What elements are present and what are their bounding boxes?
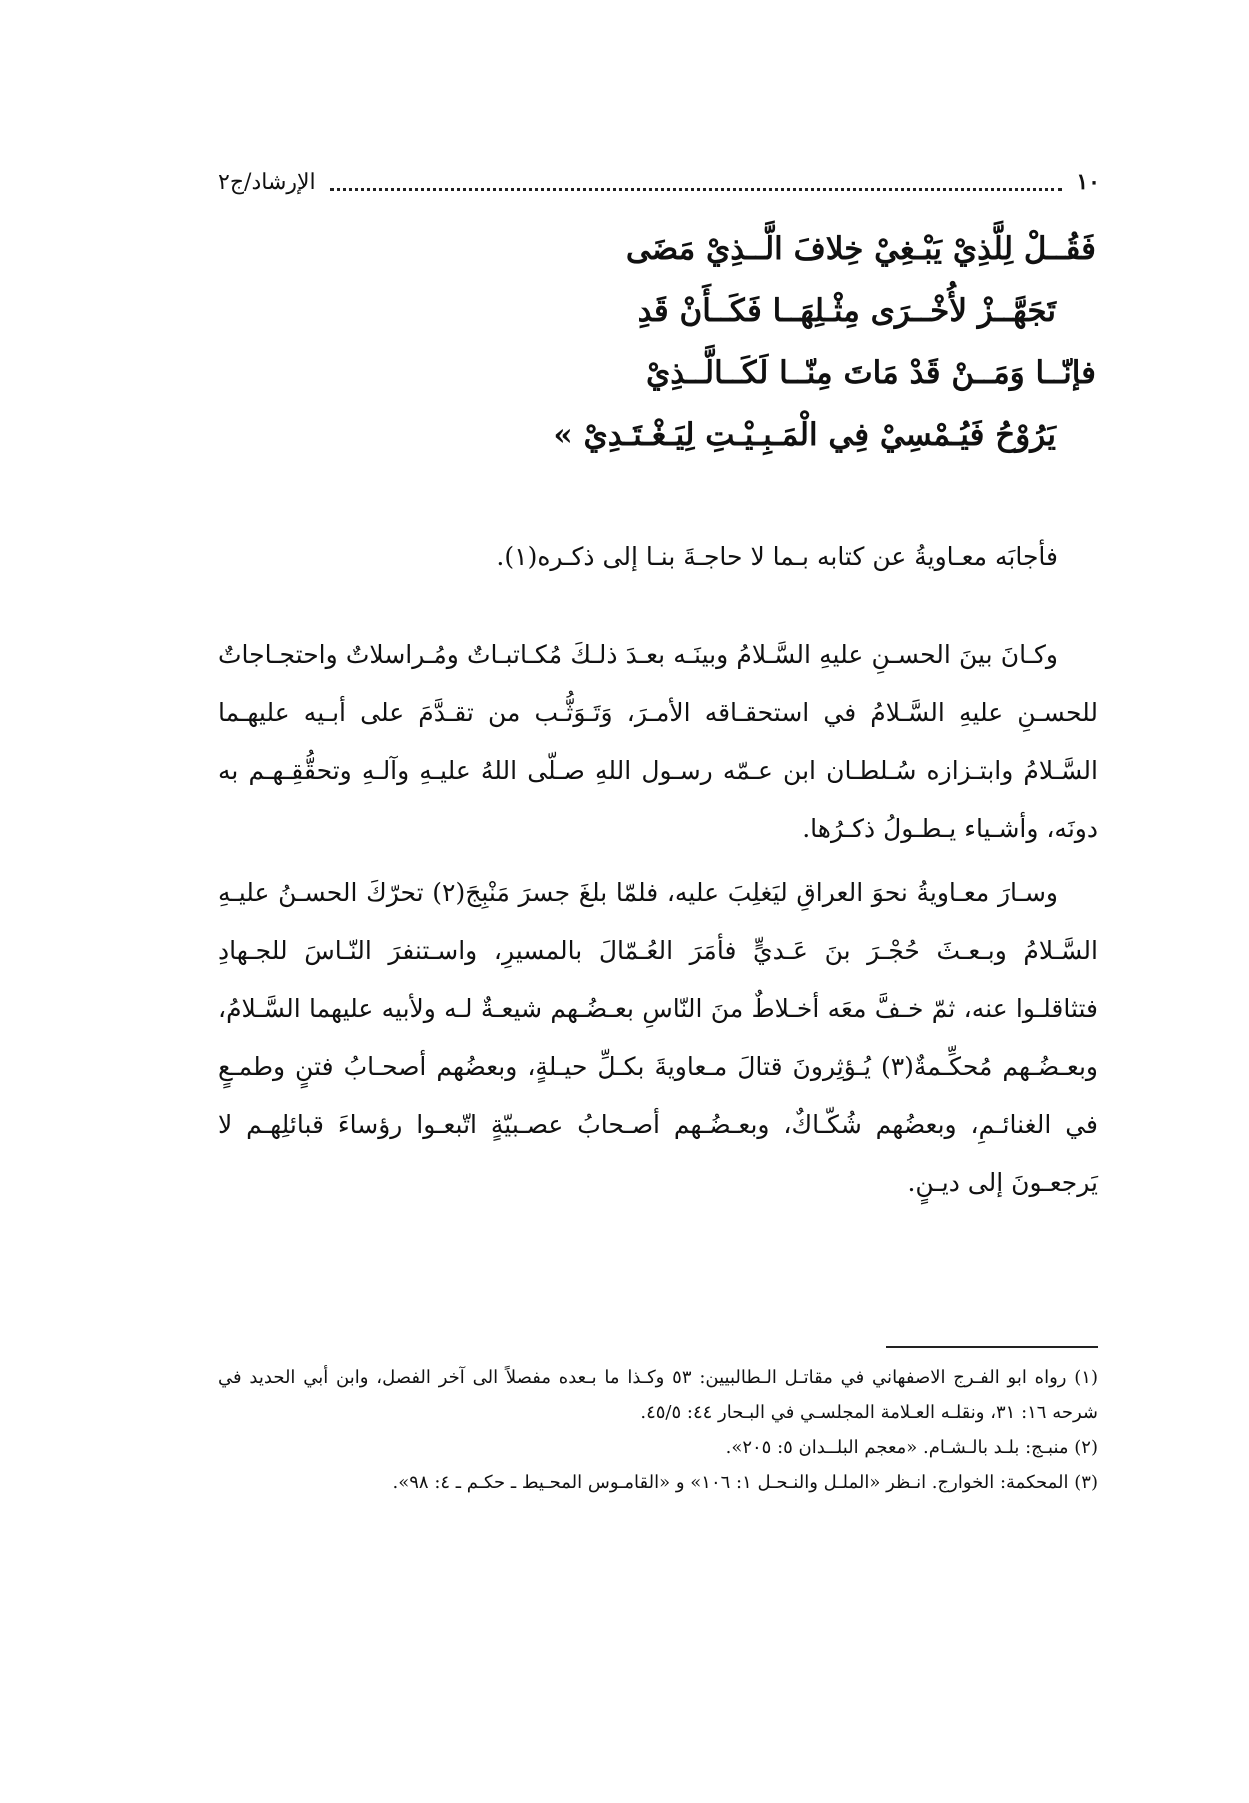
- footnotes: [218, 1360, 1098, 1500]
- poem-line: فإنّــا وَمَــنْ قَدْ مَاتَ مِنّــا لَكَــالَّــذِيْ: [645, 355, 1096, 391]
- page-header: [218, 162, 1100, 202]
- page-number: ١٠: [1076, 169, 1100, 195]
- paragraph: وسـارَ معـاويةُ نحوَ العراقِ ليَغلِبَ عليه، فلمّا بلغَ جسرَ مَنْبِجَ(٢) تحرّكَ الحسـنُ عليـهِ السَّـلامُ وبـعـثَ حُجْـرَ بنَ عَـديٍّ فأمَرَ العُـمّالَ بالمسيرِ، واسـتنفرَ النّـاسَ للجـهادِ فتثاقلـوا عنه، ثمّ خـفَّ معَه أخـلاطٌ منَ النّاسِ بعـضُـهم شيعـةٌ لـه ولأبيه عليهما السَّـلامُ، وبعـضُـهم مُحكِّـمةٌ(٣) يُـؤثِرونَ قتالَ مـعاويةَ بكـلِّ حيـلةٍ، وبعضُهم أصحـابُ فتنٍ وطمـعٍ في الغنائـمِ، وبعضُهم شُكّـاكٌ، وبعـضُـهم أصـحابُ عصـبيّةٍ اتّبعـوا رؤساءَ قبائلِهـم لا يَرجعـونَ إلى ديـنٍ.: [218, 878, 1098, 1197]
- body-text: [218, 528, 1098, 1212]
- running-title: الإرشاد/ج٢: [218, 169, 316, 195]
- footnote: (٣) المحكمة: الخوارج. انـظر «الملـل والنـحـل ١: ١٠٦» و «القامـوس المحـيط ـ حكـم ـ ٤: ٩٨».: [392, 1472, 1098, 1493]
- paragraph: فأجابَه معـاويةُ عن كتابه بـما لا حاجـةَ بنـا إلى ذكـره(١).: [496, 542, 1058, 571]
- poem-line: يَرُوْحُ فَيُـمْسِيْ فِي الْمَـبِـيْـتِ لِيَـغْـتَـدِيْ »: [553, 417, 1056, 453]
- paragraph: وكـانَ بينَ الحسـنِ عليهِ السَّـلامُ وبينَـه بعـدَ ذلـكَ مُكـاتبـاتٌ ومُـراسلاتٌ واحتجـاجاتٌ للحسـنِ عليهِ السَّـلامُ في استحقـاقه الأمـرَ، وَتَـوَثُّـب من تقـدَّمَ على أبـيه عليهـما السَّـلامُ وابتـزازه سُـلطـان ابن عـمّه رسـول اللهِ صـلّى اللهُ عليـهِ وآلـهِ وتحقُّقِـهـم به دونَه، وأشـياء يـطـولُ ذكـرُها.: [218, 640, 1098, 843]
- footnote: (١) رواه ابو الفـرج الاصفهاني في مقاتـل الـطالبيين: ٥٣ وكـذا ما بـعده مفصلاً الى آخر الفصل، وابن أبي الحديد في شرحه ١٦: ٣١، ونقلـه العـلامة المجلسـي في البـحار ٤٤: ٤٥/٥.: [218, 1367, 1098, 1423]
- header-dotted-leader: [330, 174, 1063, 191]
- footnote: (٢) منبـج: بلـد بالـشـام. «معجم البلــدان ٥: ٢٠٥».: [725, 1437, 1098, 1458]
- poem-line: فَقُــلْ لِلَّذِيْ يَبْـغِيْ خِلافَ الَّــذِيْ مَضَى: [625, 231, 1096, 267]
- poem-line: تَجَهَّــزْ لأُخْــرَى مِثْـلِهَــا فَكَــأَنْ قَدِ: [637, 293, 1056, 329]
- poem-verses: [260, 218, 1096, 466]
- footnote-separator: [886, 1346, 1098, 1348]
